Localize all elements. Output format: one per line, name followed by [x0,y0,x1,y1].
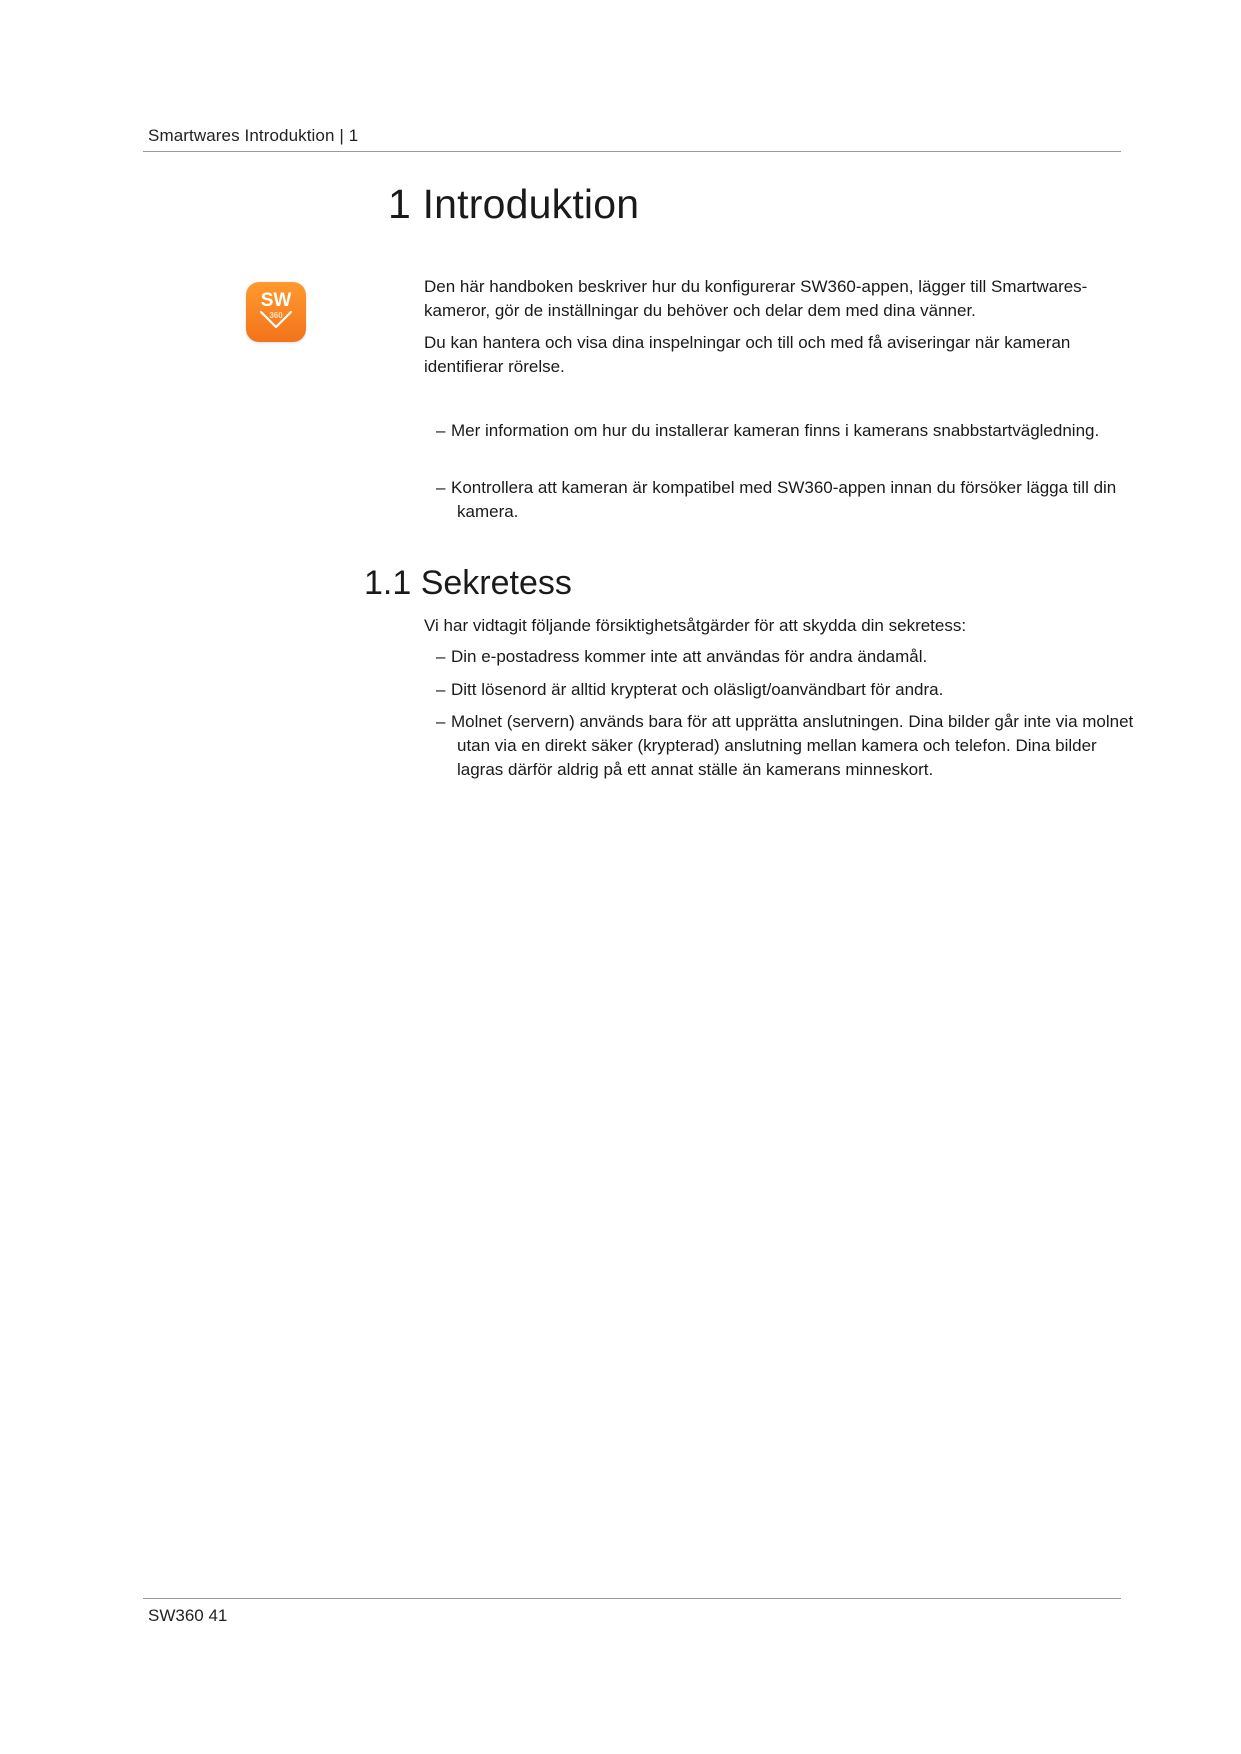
running-header: Smartwares Introduktion | 1 [148,126,359,145]
note-text: Kontrollera att kameran är kompatibel med SW360-appen innan du försöker lägga till din kamera. [451,478,1117,521]
dash-marker: – [436,680,446,699]
sw360-app-icon [246,282,306,342]
section-title: 1.1 Sekretess [364,564,572,602]
app-icon-logo-subtext: 360 [269,311,283,320]
chapter-title: 1 Introduktion [388,181,640,227]
footer-divider [143,1598,1121,1599]
intro-paragraph-2: Du kan hantera och visa dina inspelningar och till och med få aviseringar när kameran identifierar rörelse. [424,333,1071,376]
privacy-item-text: Ditt lösenord är alltid krypterat och oläsligt/oanvändbart för andra. [451,680,944,699]
dash-marker: – [436,647,446,666]
privacy-item-text: Din e-postadress kommer inte att användas för andra ändamål. [451,647,928,666]
dash-marker: – [436,712,446,731]
header-divider [143,151,1121,152]
privacy-item-text: Molnet (servern) används bara för att upprätta anslutningen. Dina bilder går inte via molnet utan via en direkt säker (krypterad) anslutning mellan kamera och telefon. Dina bilder lagras därför aldrig på ett annat ställe än kamerans minneskort. [451,712,1134,779]
dash-marker: – [436,421,446,440]
note-text: Mer information om hur du installerar kameran finns i kamerans snabbstartvägledning. [451,421,1100,440]
app-icon-logo-text: SW [260,290,292,311]
privacy-item [424,645,1137,669]
intro-paragraph-1: Den här handboken beskriver hur du konfigurerar SW360-appen, lägger till Smartwares-kameror, gör de inställningar du behöver och delar dem med dina vänner. [424,277,1088,320]
privacy-item [424,710,1137,782]
running-footer: SW360 41 [148,1606,228,1625]
section-intro: Vi har vidtagit följande försiktighetsåtgärder för att skydda din sekretess: [424,616,967,635]
dash-marker: – [436,478,446,497]
note-item [424,419,1137,443]
privacy-item [424,678,1137,702]
note-item [424,476,1137,524]
